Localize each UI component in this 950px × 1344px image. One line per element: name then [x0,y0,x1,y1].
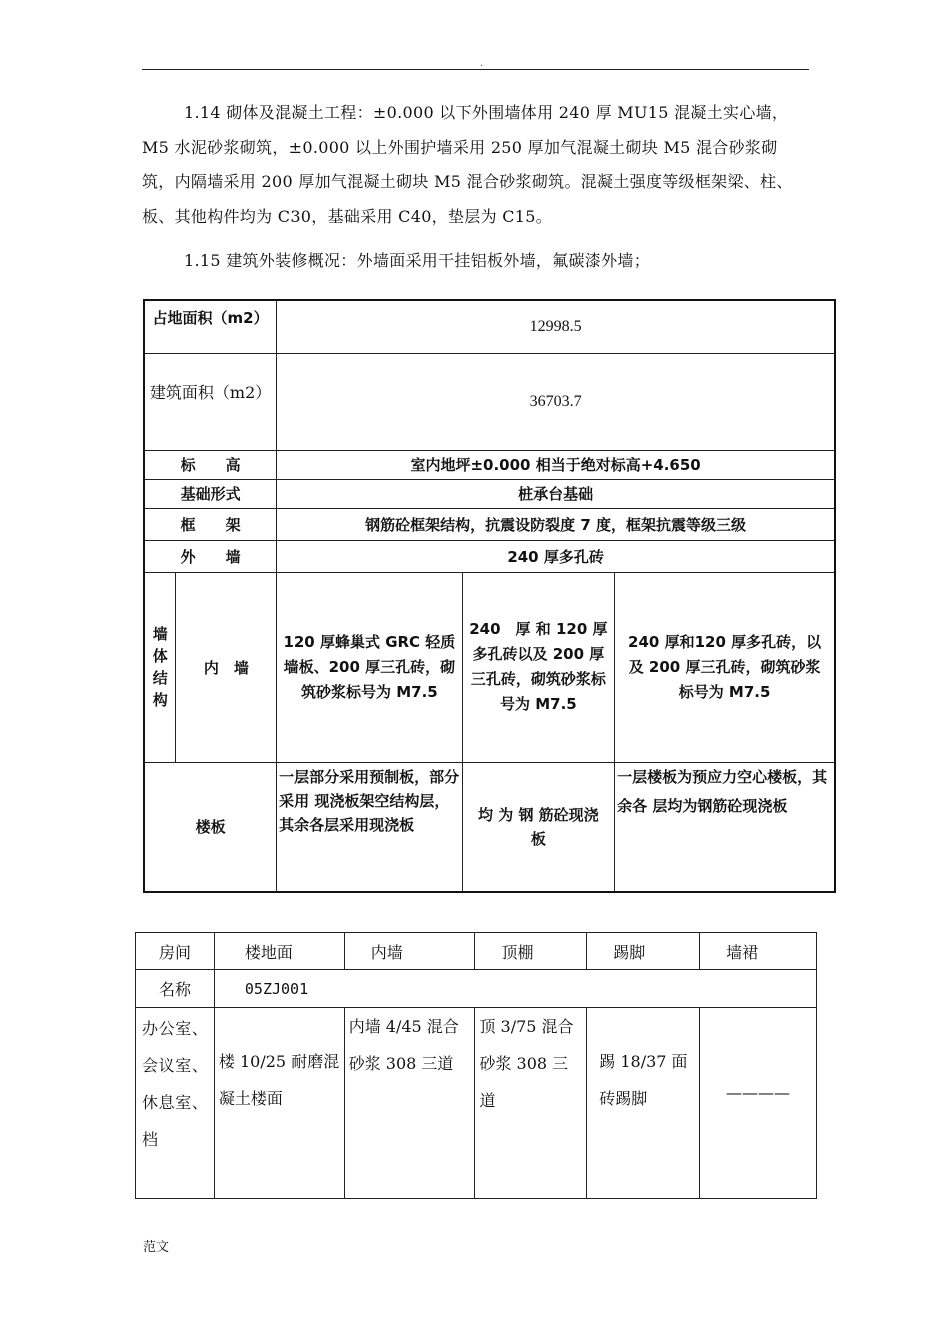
header-room: 房间 [136,933,215,970]
wall-structure-label: 墙体结构 [144,572,176,762]
header-inner-wall: 内墙 [344,933,475,970]
inner-wall-option-text: 240 厚和120 厚多孔砖，以及 200 厚三孔砖，砌筑砂浆标号为 M7.5 [628,632,822,701]
standard-code: 05ZJ001 [214,970,816,1008]
outer-wall-label: 外 墙 [144,540,277,572]
elevation-value: 室内地坪±0.000 相当于绝对标高+4.650 [277,450,835,479]
finish-schedule-table [135,932,817,1199]
elevation-label: 标 高 [144,450,277,479]
header-ceiling: 顶棚 [475,933,587,970]
building-area-value: 36703.7 [277,353,835,450]
dado-spec: ———— [700,1008,817,1199]
header-floor: 楼地面 [214,933,344,970]
floor-spec: 楼 10/25 耐磨混凝土楼面 [214,1008,344,1199]
floor-option-1: 一层部分采用预制板，部分采用 现浇板架空结构层，其余各层采用现浇板 [277,762,462,892]
inner-wall-option-2 [462,572,615,762]
land-area-value: 12998.5 [277,300,835,353]
paragraph-text: 1.14 砌体及混凝土工程：±0.000 以下外围墙体用 240 厚 MU15 混凝土实心墙，M5 水泥砂浆砌筑，±0.000 以上外围护墙采用 250 厚加气混凝土砌块 M5 混合砂浆砌筑，内隔墙采用 200 厚加气混凝土砌块 M5 混合砂浆砌筑。混凝土强度等级框架梁、柱、板、其他构件均为 C30，基础采用 C40，垫层为 C15。 [142,103,793,226]
frame-label: 框 架 [144,508,277,540]
header-mark: . [480,58,484,69]
floor-option-3: 一层楼板为预应力空心楼板，其余各 层均为钢筋砼现浇板 [615,762,835,892]
building-info-table [143,299,836,893]
paragraph-masonry [142,96,810,234]
footer-label: 范文 [143,1240,170,1255]
outer-wall-value: 240 厚多孔砖 [277,540,835,572]
ceiling-spec: 顶 3/75 混合砂浆 308 三道 [475,1008,587,1199]
header-skirting: 踢脚 [587,933,700,970]
land-area-label: 占地面积（m2） [144,300,277,353]
frame-value: 钢筋砼框架结构，抗震设防裂度 7 度，框架抗震等级三级 [277,508,835,540]
inner-wall-label: 内 墙 [176,572,277,762]
room-names: 办公室、会议室、休息室、档 [136,1008,215,1199]
header-rule [142,69,809,70]
floor-label: 楼板 [144,762,277,892]
header-dado: 墙裙 [700,933,817,970]
building-area-label: 建筑面积（m2） [144,353,277,450]
skirting-spec: 踢 18/37 面砖踢脚 [587,1008,700,1199]
paragraph-exterior [142,244,810,279]
foundation-value: 桩承台基础 [277,479,835,508]
inner-wall-option-text: 240 厚 和 120 厚多孔砖以及 200 厚三孔砖，砌筑砂浆标号为 M7.5 [469,620,608,713]
inner-wall-option-1 [277,572,462,762]
paragraph-text: 1.15 建筑外装修概况：外墙面采用干挂铝板外墙，氟碳漆外墙； [184,251,651,270]
header-name: 名称 [136,970,215,1008]
inner-wall-spec: 内墙 4/45 混合砂浆 308 三道 [344,1008,475,1199]
inner-wall-option-3 [615,572,835,762]
floor-option-2: 均 为 钢 筋砼现浇板 [462,762,615,892]
foundation-label: 基础形式 [144,479,277,508]
inner-wall-option-text: 120 厚蜂巢式 GRC 轻质墙板、200 厚三孔砖，砌筑砂浆标号为 M7.5 [283,632,456,701]
